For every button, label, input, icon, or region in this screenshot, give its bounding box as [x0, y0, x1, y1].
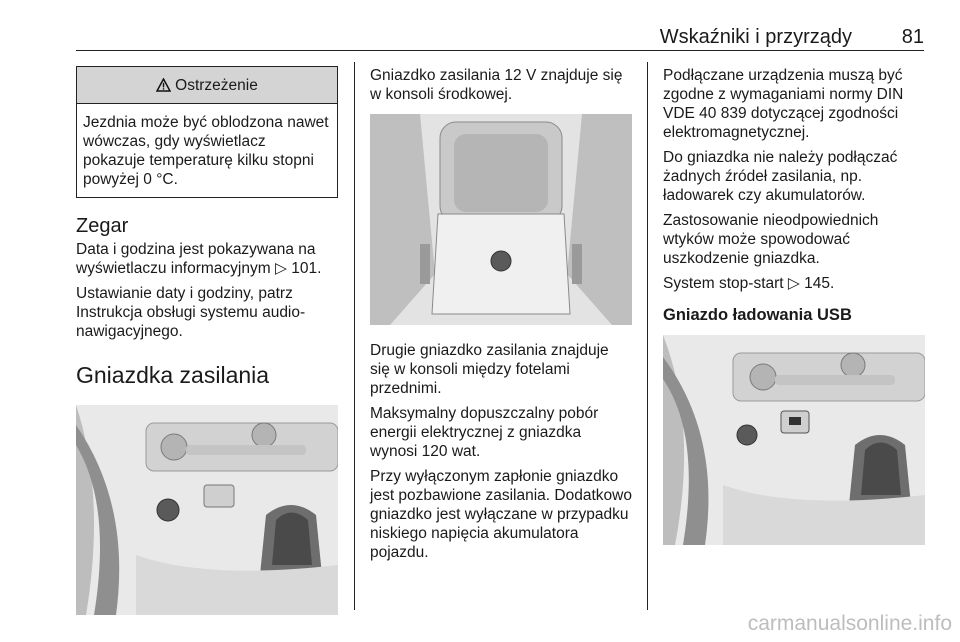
clock-paragraph-1	[76, 240, 340, 278]
warning-triangle-icon	[156, 78, 171, 92]
power-second-outlet: Drugie gniazdko zasilania znajduje się w konsoli między fotelami przednimi.	[370, 342, 609, 397]
power-standards: Podłączane urządzenia muszą być zgodne z wymaganiami normy DIN VDE 40 839 dotyczącej zgodności elektromagnetycznej.	[663, 67, 904, 141]
stop-start-text: System stop-start	[663, 275, 784, 292]
clock-para1-text: Data i godzina jest pokazywana na wyświetlaczu informacyjnym	[76, 241, 316, 277]
reference-arrow-icon: ▷	[274, 260, 287, 277]
warning-text: Jezdnia może być oblodzona nawet wówczas, gdy wyświetlacz pokazuje temperaturę kilku stopni powyżej 0 °C.	[83, 114, 329, 188]
clock-para1-ref: 101.	[291, 260, 322, 277]
column-3	[663, 66, 925, 545]
stop-start-ref: 145.	[804, 275, 835, 292]
column-1	[76, 66, 340, 615]
warning-box	[76, 66, 338, 198]
power-ignition: Przy wyłączonym zapłonie gniazdko jest pozbawione zasilania. Dodatkowo gniazdko jest wyłączane w przypadku niskiego napięcia akumulatora pojazdu.	[370, 468, 632, 561]
warning-header	[77, 67, 337, 104]
power-intro: Gniazdko zasilania 12 V znajduje się w konsoli środkowej.	[370, 67, 623, 103]
power-damage-warning: Zastosowanie nieodpowiednich wtyków może spowodować uszkodzenie gniazdka.	[663, 212, 879, 267]
page-header	[76, 24, 924, 50]
dashboard-power-outlet-image	[76, 405, 338, 615]
power-outlets-heading: Gniazdka zasilania	[76, 362, 270, 388]
header-rule	[76, 50, 924, 51]
reference-arrow-icon: ▷	[787, 275, 800, 292]
usb-charging-port-image	[663, 335, 925, 545]
column-divider-right	[647, 62, 648, 610]
center-console-power-outlet-image	[370, 114, 632, 325]
power-max-load: Maksymalny dopuszczalny pobór energii elektrycznej z gniazdka wynosi 120 wat.	[370, 405, 599, 460]
header-title: Wskaźniki i przyrządy	[659, 26, 852, 48]
column-2	[370, 66, 632, 568]
clock-heading: Zegar	[76, 215, 129, 237]
usb-heading: Gniazdo ładowania USB	[663, 306, 852, 324]
column-divider-left	[354, 62, 355, 610]
power-no-charging: Do gniazdka nie należy podłączać żadnych źródeł zasilania, np. ładowarek czy akumulatorów.	[663, 149, 898, 204]
warning-title: Ostrzeżenie	[175, 76, 258, 94]
stop-start-reference	[663, 274, 925, 293]
footer-watermark: carmanualsonline.info	[747, 612, 952, 635]
page-number: 81	[901, 26, 924, 48]
clock-paragraph-2: Ustawianie daty i godziny, patrz Instrukcja obsługi systemu audio-nawigacyjnego.	[76, 285, 306, 340]
